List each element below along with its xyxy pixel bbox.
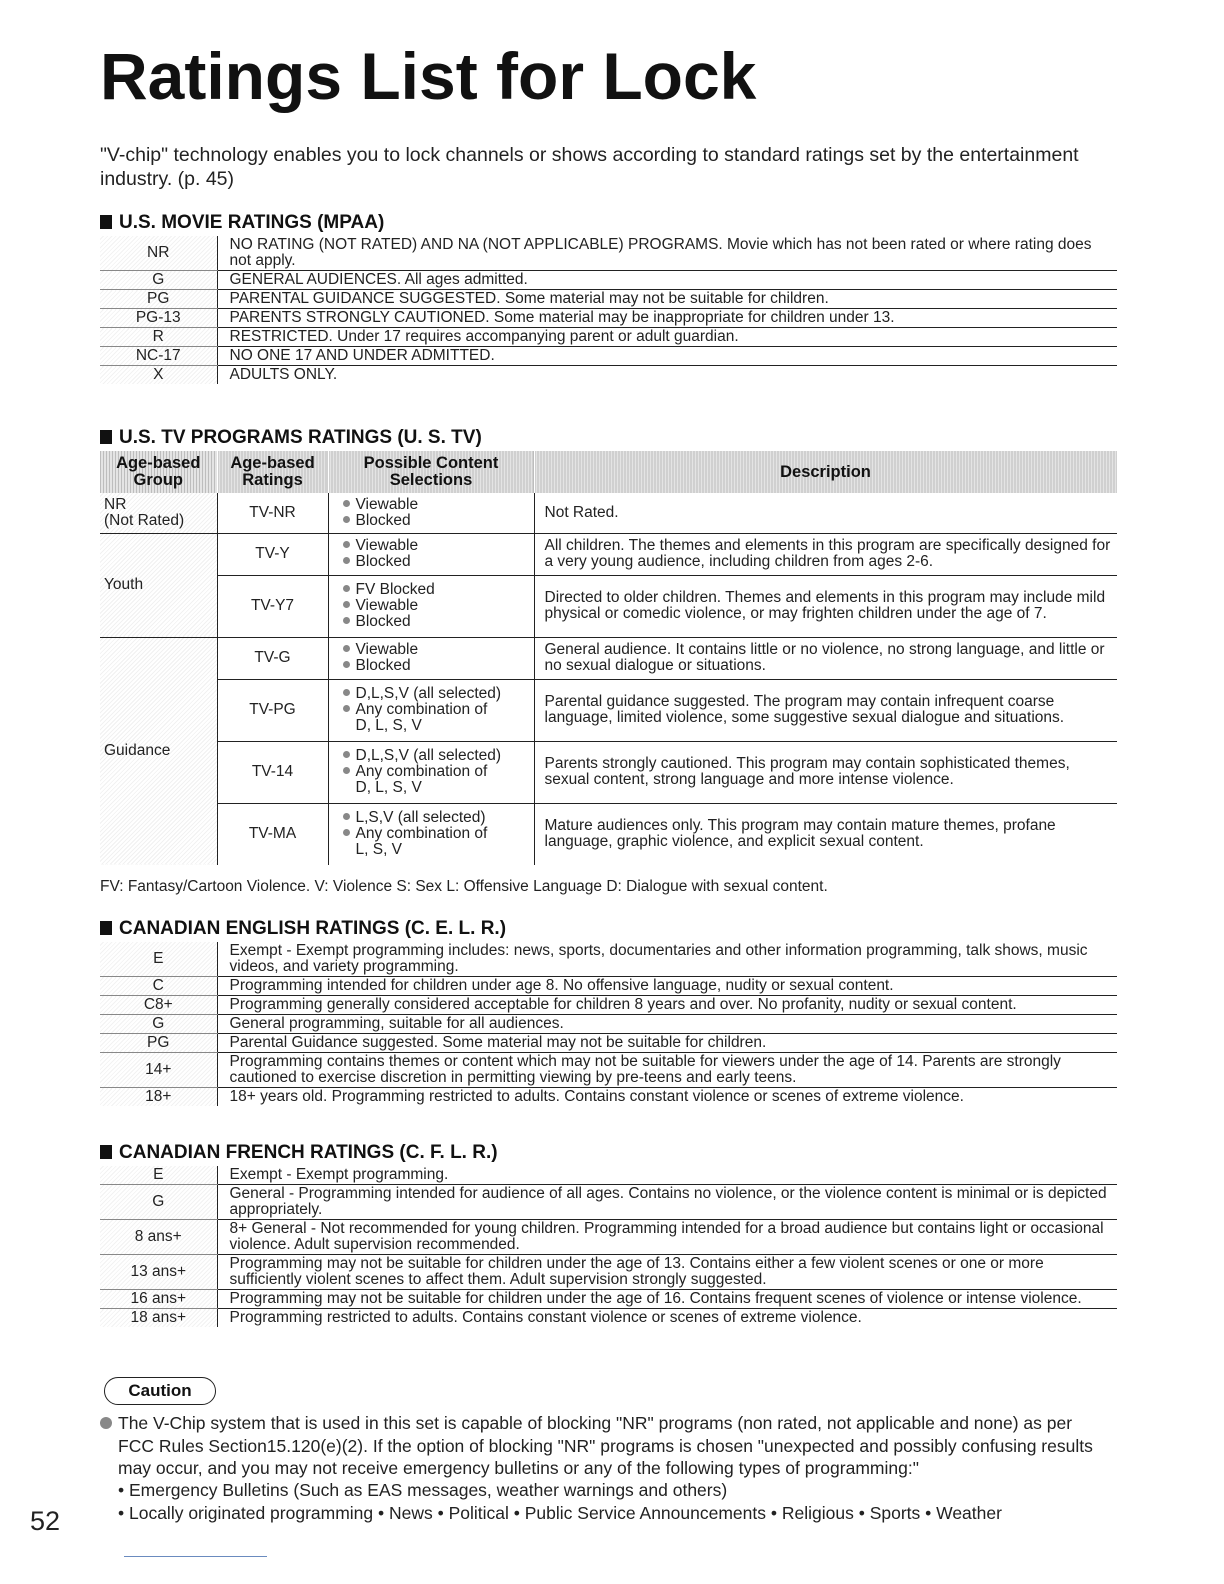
table-row (100, 1290, 1117, 1309)
rating-description: General programming, suitable for all audiences. (217, 1015, 1117, 1034)
footer-rule (124, 1556, 267, 1557)
bullet-icon (343, 751, 350, 758)
rating-code: 13 ans+ (100, 1255, 217, 1290)
rating-description: Programming intended for children under age 8. No offensive language, nudity or sexual content. (217, 977, 1117, 996)
page-number: 52 (30, 1506, 61, 1536)
rating-code: C8+ (100, 996, 217, 1015)
square-bullet-icon (100, 921, 112, 935)
rating-code: NR (100, 236, 217, 271)
rating-description: RESTRICTED. Under 17 requires accompanying parent or adult guardian. (217, 328, 1117, 347)
bullet-icon (343, 705, 350, 712)
selection-cell: FV Blocked Viewable Blocked (328, 575, 534, 637)
bullet-icon (343, 689, 350, 696)
description-cell: Parental guidance suggested. The program may contain infrequent coarse language, limited violence, some suggestive sexual dialogue and situations. (534, 679, 1117, 741)
rating-description: Programming contains themes or content which may not be suitable for viewers under the age of 14. Parents are strongly cautioned to exercise discretion in permitting viewing by pre-teens and early teens. (217, 1053, 1117, 1088)
description-cell: Directed to older children. Themes and elements in this program may include mild physical or comedic violence, or may frighten children under the age of 7. (534, 575, 1117, 637)
caution-badge: Caution (104, 1377, 216, 1405)
description-cell: General audience. It contains little or no violence, no strong language, and little or no sexual dialogue or situations. (534, 637, 1117, 679)
rating-code: G (100, 271, 217, 290)
table-row (100, 271, 1117, 290)
rating-description: PARENTS STRONGLY CAUTIONED. Some material may be inappropriate for children under 13. (217, 309, 1117, 328)
rating-code: G (100, 1185, 217, 1220)
description-cell: Parents strongly cautioned. This program may contain sophisticated themes, sexual content, strong language and more intense violence. (534, 741, 1117, 803)
ustv-header-row (100, 451, 1117, 493)
table-row (100, 996, 1117, 1015)
rating-description: Exempt - Exempt programming includes: news, sports, documentaries and other information programming, talk shows, music videos, and variety programming. (217, 942, 1117, 977)
rating-code: E (100, 942, 217, 977)
header-description: Description (534, 451, 1117, 493)
bullet-icon (343, 661, 350, 668)
table-row (100, 942, 1117, 977)
ustv-ratings-table (100, 451, 1118, 865)
mpaa-heading: U.S. MOVIE RATINGS (MPAA) (100, 212, 384, 234)
rating-description: General - Programming intended for audience of all ages. Contains no violence, or the violence content is minimal or is depicted appropriately. (217, 1185, 1117, 1220)
group-nr: NR (Not Rated) (100, 493, 217, 533)
rating-code: E (100, 1166, 217, 1185)
table-row (100, 533, 1117, 575)
description-cell: Mature audiences only. This program may contain mature themes, profane language, graphic violence, and explicit sexual content. (544, 817, 1056, 851)
header-age-based-group: Age-based Group (100, 451, 217, 493)
table-row (100, 679, 1117, 741)
rating-code: 16 ans+ (100, 1290, 217, 1309)
table-row (100, 1185, 1117, 1220)
table-row (100, 366, 1117, 385)
ustv-heading: U.S. TV PROGRAMS RATINGS (U. S. TV) (100, 427, 482, 449)
bullet-icon (343, 601, 350, 608)
table-row (100, 803, 1117, 865)
rating-code: 14+ (100, 1053, 217, 1088)
rating-description: NO ONE 17 AND UNDER ADMITTED. (217, 347, 1117, 366)
table-row (100, 236, 1117, 271)
rating-code: X (100, 366, 217, 385)
table-row (100, 977, 1117, 996)
rating-code: NC-17 (100, 347, 217, 366)
selection-cell: Viewable Blocked (328, 637, 534, 679)
table-row (100, 328, 1117, 347)
selection-cell: Viewable Blocked (328, 533, 534, 575)
rating-code: 18+ (100, 1088, 217, 1107)
square-bullet-icon (100, 430, 112, 444)
rating-code: R (100, 328, 217, 347)
rating-code: C (100, 977, 217, 996)
bullet-icon (343, 541, 350, 548)
rating-code: G (100, 1015, 217, 1034)
rating-cell: TV-NR (217, 493, 328, 533)
table-row (100, 1255, 1117, 1290)
group-youth: Youth (100, 533, 217, 637)
rating-cell: TV-MA (217, 803, 328, 865)
table-row (100, 741, 1117, 803)
header-possible-content-selections: Possible Content Selections (328, 451, 534, 493)
table-row (100, 1166, 1117, 1185)
table-row (100, 493, 1117, 533)
table-row (100, 347, 1117, 366)
rating-description: 8+ General - Not recommended for young children. Programming intended for a broad audience but contains light or occasional violence. Adult supervision recommended. (217, 1220, 1117, 1255)
table-row (100, 1220, 1117, 1255)
celr-heading: CANADIAN ENGLISH RATINGS (C. E. L. R.) (100, 918, 506, 940)
rating-code: PG (100, 290, 217, 309)
intro-text: "V-chip" technology enables you to lock channels or shows according to standard ratings set by the entertainment industry. (p. 45) (100, 144, 1079, 190)
table-row (100, 637, 1117, 679)
bullet-icon (343, 500, 350, 507)
rating-description: Programming generally considered acceptable for children 8 years and over. No profanity, nudity or sexual content. (217, 996, 1117, 1015)
table-row (100, 1034, 1117, 1053)
rating-cell: TV-14 (217, 741, 328, 803)
rating-description: Programming restricted to adults. Contains constant violence or scenes of extreme violence. (229, 1309, 862, 1326)
rating-description: NO RATING (NOT RATED) AND NA (NOT APPLICABLE) PROGRAMS. Movie which has not been rated or where rating does not apply. (217, 236, 1117, 271)
rating-description: Programming may not be suitable for children under the age of 13. Contains either a few violent scenes or one or more sufficiently violent scenes to affect them. Adult supervision strongly suggested. (217, 1255, 1117, 1290)
bullet-icon (343, 645, 350, 652)
table-row (100, 1053, 1117, 1088)
rating-description: ADULTS ONLY. (229, 366, 338, 383)
bullet-icon (343, 813, 350, 820)
bullet-icon (343, 516, 350, 523)
rating-description: Exempt - Exempt programming. (217, 1166, 1117, 1185)
caution-item-local: • Locally originated programming • News • Political • Public Service Announcements • Religious • Sports • Weather (118, 1503, 1002, 1523)
rating-cell: TV-Y (217, 533, 328, 575)
rating-code: PG (100, 1034, 217, 1053)
rating-description: Parental Guidance suggested. Some material may not be suitable for children. (217, 1034, 1117, 1053)
rating-cell: TV-PG (217, 679, 328, 741)
table-row (100, 575, 1117, 637)
rating-code: 18 ans+ (100, 1309, 217, 1328)
celr-ratings-table (100, 942, 1117, 1106)
mpaa-ratings-table (100, 236, 1117, 384)
rating-code: PG-13 (100, 309, 217, 328)
page-title: Ratings List for Lock (100, 39, 757, 113)
selection-cell: L,S,V (all selected) Any combination of L, S, V (328, 803, 534, 865)
caution-bullet-icon (100, 1417, 112, 1429)
rating-cell: TV-Y7 (217, 575, 328, 637)
ustv-footnote: FV: Fantasy/Cartoon Violence. V: Violence S: Sex L: Offensive Language D: Dialogue with sexual content. (100, 878, 828, 895)
bullet-icon (343, 557, 350, 564)
table-row (100, 1015, 1117, 1034)
cflr-heading: CANADIAN FRENCH RATINGS (C. F. L. R.) (100, 1142, 498, 1164)
rating-code: 8 ans+ (100, 1220, 217, 1255)
selection-cell: D,L,S,V (all selected) Any combination of D, L, S, V (328, 679, 534, 741)
bullet-icon (343, 585, 350, 592)
header-age-based-ratings: Age-based Ratings (217, 451, 328, 493)
description-cell: Not Rated. (534, 493, 1117, 533)
caution-text: The V-Chip system that is used in this set is capable of blocking "NR" programs (non rated, not applicable and none) as per FCC Rules Section15.120(e)(2). If the option of blocking "NR" programs is chosen "unexpected and possibly confusing results may occur, and you may not receive emergency bulletins or any of the following types of programming:" (118, 1413, 1093, 1478)
group-guidance: Guidance (100, 637, 217, 865)
table-row (100, 309, 1117, 328)
selection-cell: D,L,S,V (all selected) Any combination of D, L, S, V (328, 741, 534, 803)
rating-description: Programming may not be suitable for children under the age of 16. Contains frequent scenes of violence or intense violence. (217, 1290, 1117, 1309)
rating-cell: TV-G (217, 637, 328, 679)
table-row (100, 1088, 1117, 1107)
square-bullet-icon (100, 1145, 112, 1159)
bullet-icon (343, 617, 350, 624)
rating-description: 18+ years old. Programming restricted to adults. Contains constant violence or scenes of extreme violence. (229, 1088, 964, 1105)
selection-cell: Viewable Blocked (328, 493, 534, 533)
rating-description: GENERAL AUDIENCES. All ages admitted. (217, 271, 1117, 290)
cflr-ratings-table (100, 1166, 1117, 1327)
rating-description: PARENTAL GUIDANCE SUGGESTED. Some material may not be suitable for children. (217, 290, 1117, 309)
table-row (100, 290, 1117, 309)
square-bullet-icon (100, 215, 112, 229)
caution-item-emergency: • Emergency Bulletins (Such as EAS messages, weather warnings and others) (118, 1480, 728, 1500)
bullet-icon (343, 829, 350, 836)
bullet-icon (343, 767, 350, 774)
description-cell: All children. The themes and elements in this program are specifically designed for a very young audience, including children from ages 2-6. (534, 533, 1117, 575)
table-row (100, 1309, 1117, 1328)
